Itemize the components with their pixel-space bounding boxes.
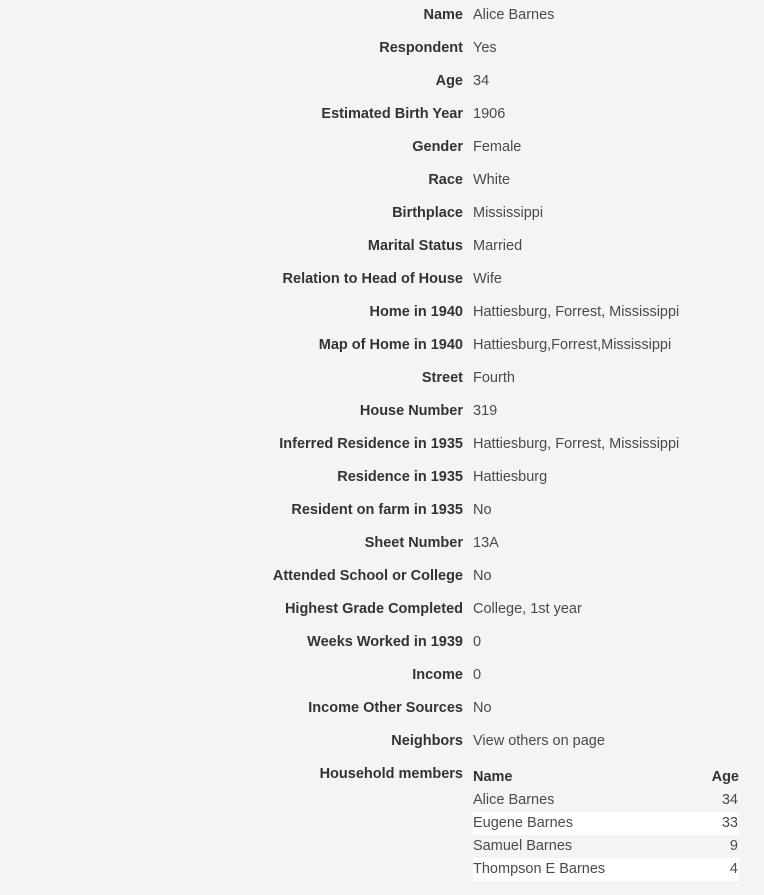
- field-neighbors: [0, 726, 764, 759]
- field-name: [0, 0, 764, 33]
- field-label: Age: [435, 73, 463, 89]
- field-label: House Number: [359, 403, 463, 419]
- field-relation-to-head: [0, 264, 764, 297]
- field-label: Highest Grade Completed: [284, 601, 463, 617]
- field-label: Map of Home in 1940: [318, 337, 463, 353]
- field-label: Street: [421, 370, 463, 386]
- table-row: [473, 858, 739, 881]
- field-label: Income Other Sources: [308, 700, 463, 716]
- table-row: [473, 812, 739, 835]
- field-marital-status: [0, 231, 764, 264]
- field-value: Mississippi: [473, 205, 544, 221]
- field-label: Birthplace: [392, 205, 463, 221]
- field-label: Weeks Worked in 1939: [307, 634, 463, 650]
- field-income: [0, 660, 764, 693]
- field-value: Married: [473, 238, 523, 254]
- field-value: 13A: [473, 535, 499, 551]
- field-gender: [0, 132, 764, 165]
- member-name[interactable]: Eugene Barnes: [473, 812, 693, 835]
- field-value: Alice Barnes: [473, 7, 555, 23]
- field-value: No: [473, 568, 492, 584]
- field-label: Resident on farm in 1935: [291, 502, 463, 518]
- field-label: Respondent: [379, 40, 463, 56]
- field-street: [0, 363, 764, 396]
- field-value: Yes: [473, 40, 497, 56]
- field-estimated-birth-year: [0, 99, 764, 132]
- field-label: Inferred Residence in 1935: [279, 436, 463, 452]
- field-weeks-worked-1939: [0, 627, 764, 660]
- member-name[interactable]: Samuel Barnes: [473, 838, 573, 854]
- view-neighbors-link[interactable]: View others on page: [473, 733, 605, 749]
- field-value: Hattiesburg, Forrest, Mississippi: [473, 436, 680, 452]
- field-value: Female: [473, 139, 522, 155]
- field-value: 34: [473, 73, 490, 89]
- member-age: 4: [693, 858, 739, 881]
- field-value: 319: [473, 403, 498, 419]
- field-label: Marital Status: [367, 238, 463, 254]
- field-income-other-sources: [0, 693, 764, 726]
- field-value: Hattiesburg, Forrest, Mississippi: [473, 304, 680, 320]
- field-value: No: [473, 700, 492, 716]
- field-value: Hattiesburg,Forrest,Mississippi: [473, 337, 672, 353]
- field-label: Estimated Birth Year: [321, 106, 463, 122]
- field-value: Fourth: [473, 370, 515, 386]
- table-row: [473, 835, 739, 858]
- field-attended-school: [0, 561, 764, 594]
- member-age: 33: [693, 812, 739, 835]
- field-inferred-residence-1935: [0, 429, 764, 462]
- field-label: Home in 1940: [369, 304, 463, 320]
- member-age: 34: [721, 792, 738, 808]
- field-map-of-home: [0, 330, 764, 363]
- table-row: [473, 789, 739, 812]
- field-age: [0, 66, 764, 99]
- field-resident-on-farm-1935: [0, 495, 764, 528]
- field-highest-grade: [0, 594, 764, 627]
- field-value: Hattiesburg: [473, 469, 548, 485]
- field-birthplace: [0, 198, 764, 231]
- field-sheet-number: [0, 528, 764, 561]
- column-header-age: Age: [711, 769, 739, 785]
- field-label: Sheet Number: [364, 535, 463, 551]
- field-home-in-1940: [0, 297, 764, 330]
- field-residence-1935: [0, 462, 764, 495]
- column-header-name: Name: [473, 769, 513, 785]
- member-name[interactable]: Alice Barnes: [473, 792, 555, 808]
- field-house-number: [0, 396, 764, 429]
- field-label: Income: [412, 667, 463, 683]
- field-label: Household members: [319, 766, 463, 782]
- member-age: 9: [729, 838, 738, 854]
- field-label: Neighbors: [391, 733, 463, 749]
- field-value: Wife: [473, 271, 502, 287]
- field-value: White: [473, 172, 511, 188]
- field-label: Gender: [412, 139, 463, 155]
- field-label: Attended School or College: [272, 568, 463, 584]
- field-label: Race: [428, 172, 463, 188]
- field-value: 0: [473, 667, 482, 683]
- field-value: College, 1st year: [473, 601, 582, 617]
- member-name[interactable]: Thompson E Barnes: [473, 858, 693, 881]
- field-race: [0, 165, 764, 198]
- table-header-row: [473, 766, 739, 789]
- field-value: 1906: [473, 106, 506, 122]
- field-label: Relation to Head of House: [282, 271, 463, 287]
- field-label: Name: [423, 7, 463, 23]
- field-respondent: [0, 33, 764, 66]
- field-value: No: [473, 502, 492, 518]
- field-value: 0: [473, 634, 482, 650]
- field-label: Residence in 1935: [337, 469, 463, 485]
- household-members-table: [473, 766, 739, 881]
